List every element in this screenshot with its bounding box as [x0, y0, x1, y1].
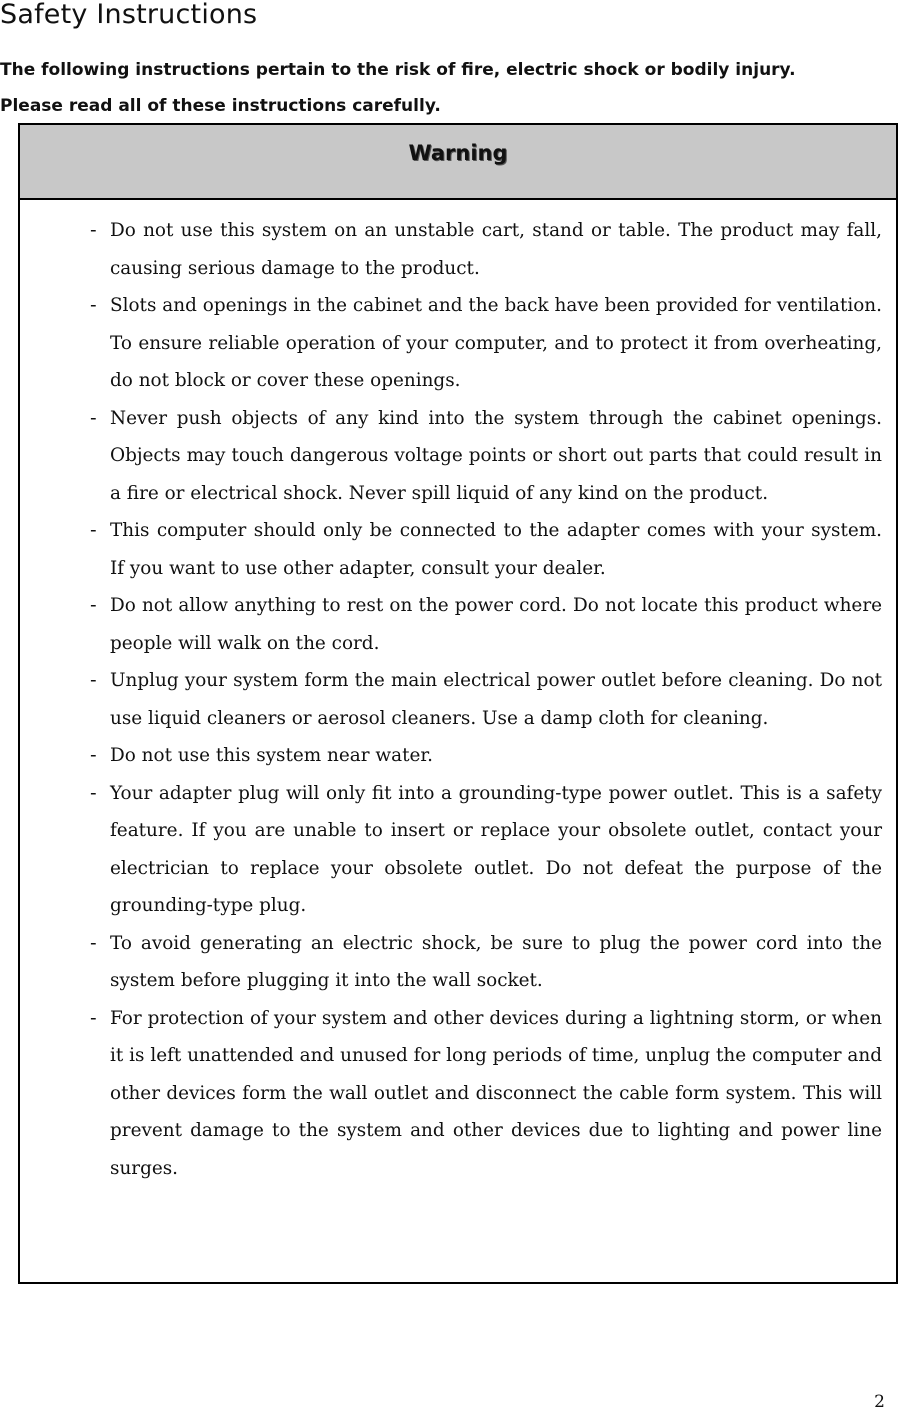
warning-item-text: Slots and openings in the cabinet and the back have been provided for ventilation. To ensure reliable operation of your computer, and to protect it from overheating, do not block or cover these openings.	[110, 295, 882, 391]
warning-item	[90, 212, 882, 287]
page-title: Safety Instructions	[0, 0, 258, 30]
intro-risk-statement: The following instructions pertain to the risk of fire, electric shock or bodily injury.	[0, 60, 796, 80]
bullet-dash: -	[90, 595, 97, 616]
warning-item-text: To avoid generating an electric shock, be sure to plug the power cord into the system before plugging it into the wall socket.	[110, 932, 882, 991]
warning-title: Warning	[408, 141, 508, 165]
warning-item	[90, 775, 882, 925]
warning-header	[20, 125, 896, 200]
bullet-dash: -	[90, 745, 97, 766]
warning-item-text: Do not allow anything to rest on the power cord. Do not locate this product where people will walk on the cord.	[110, 595, 882, 654]
warning-item	[90, 512, 882, 587]
bullet-dash: -	[90, 295, 97, 316]
page-number: 2	[874, 1392, 885, 1412]
warning-item-text: Never push objects of any kind into the system through the cabinet openings. Objects may touch dangerous voltage points or short out parts that could result in a fire or electrical shock. Never spill liquid of any kind on the product.	[110, 407, 882, 504]
bullet-dash: -	[90, 782, 97, 804]
warning-item-text: Your adapter plug will only fit into a grounding-type power outlet. This is a safety feature. If you are unable to insert or replace your obsolete outlet, contact your electrician to replace your obsolete outlet. Do not defeat the purpose of the grounding-type plug.	[110, 782, 882, 916]
warning-item	[90, 587, 882, 662]
bullet-dash: -	[90, 407, 97, 429]
bullet-dash: -	[90, 932, 97, 954]
warning-item-text: For protection of your system and other devices during a lightning storm, or when it is left unattended and unused for long periods of time, unplug the computer and other devices form the wall outlet and disconnect the cable form system. This will prevent damage to the system and other devices due to lighting and power line surges.	[110, 1007, 882, 1179]
warning-item	[90, 287, 882, 400]
bullet-dash: -	[90, 670, 97, 691]
warning-item	[90, 400, 882, 513]
bullet-dash: -	[90, 220, 97, 241]
warning-item	[90, 1000, 882, 1188]
warning-item	[90, 662, 882, 737]
warning-item-text: Do not use this system near water.	[110, 745, 433, 766]
warning-item-text: Unplug your system form the main electrical power outlet before cleaning. Do not use liquid cleaners or aerosol cleaners. Use a damp cloth for cleaning.	[110, 670, 882, 729]
warning-item-text: Do not use this system on an unstable cart, stand or table. The product may fall, causing serious damage to the product.	[110, 220, 882, 279]
bullet-dash: -	[90, 1007, 97, 1029]
warning-item	[90, 737, 882, 775]
intro-read-carefully: Please read all of these instructions carefully.	[0, 96, 441, 116]
bullet-dash: -	[90, 520, 97, 541]
warning-item	[90, 925, 882, 1000]
warning-box	[18, 123, 898, 1284]
warning-item-text: This computer should only be connected to the adapter comes with your system. If you want to use other adapter, consult your dealer.	[110, 520, 882, 579]
warning-list	[20, 200, 896, 1187]
